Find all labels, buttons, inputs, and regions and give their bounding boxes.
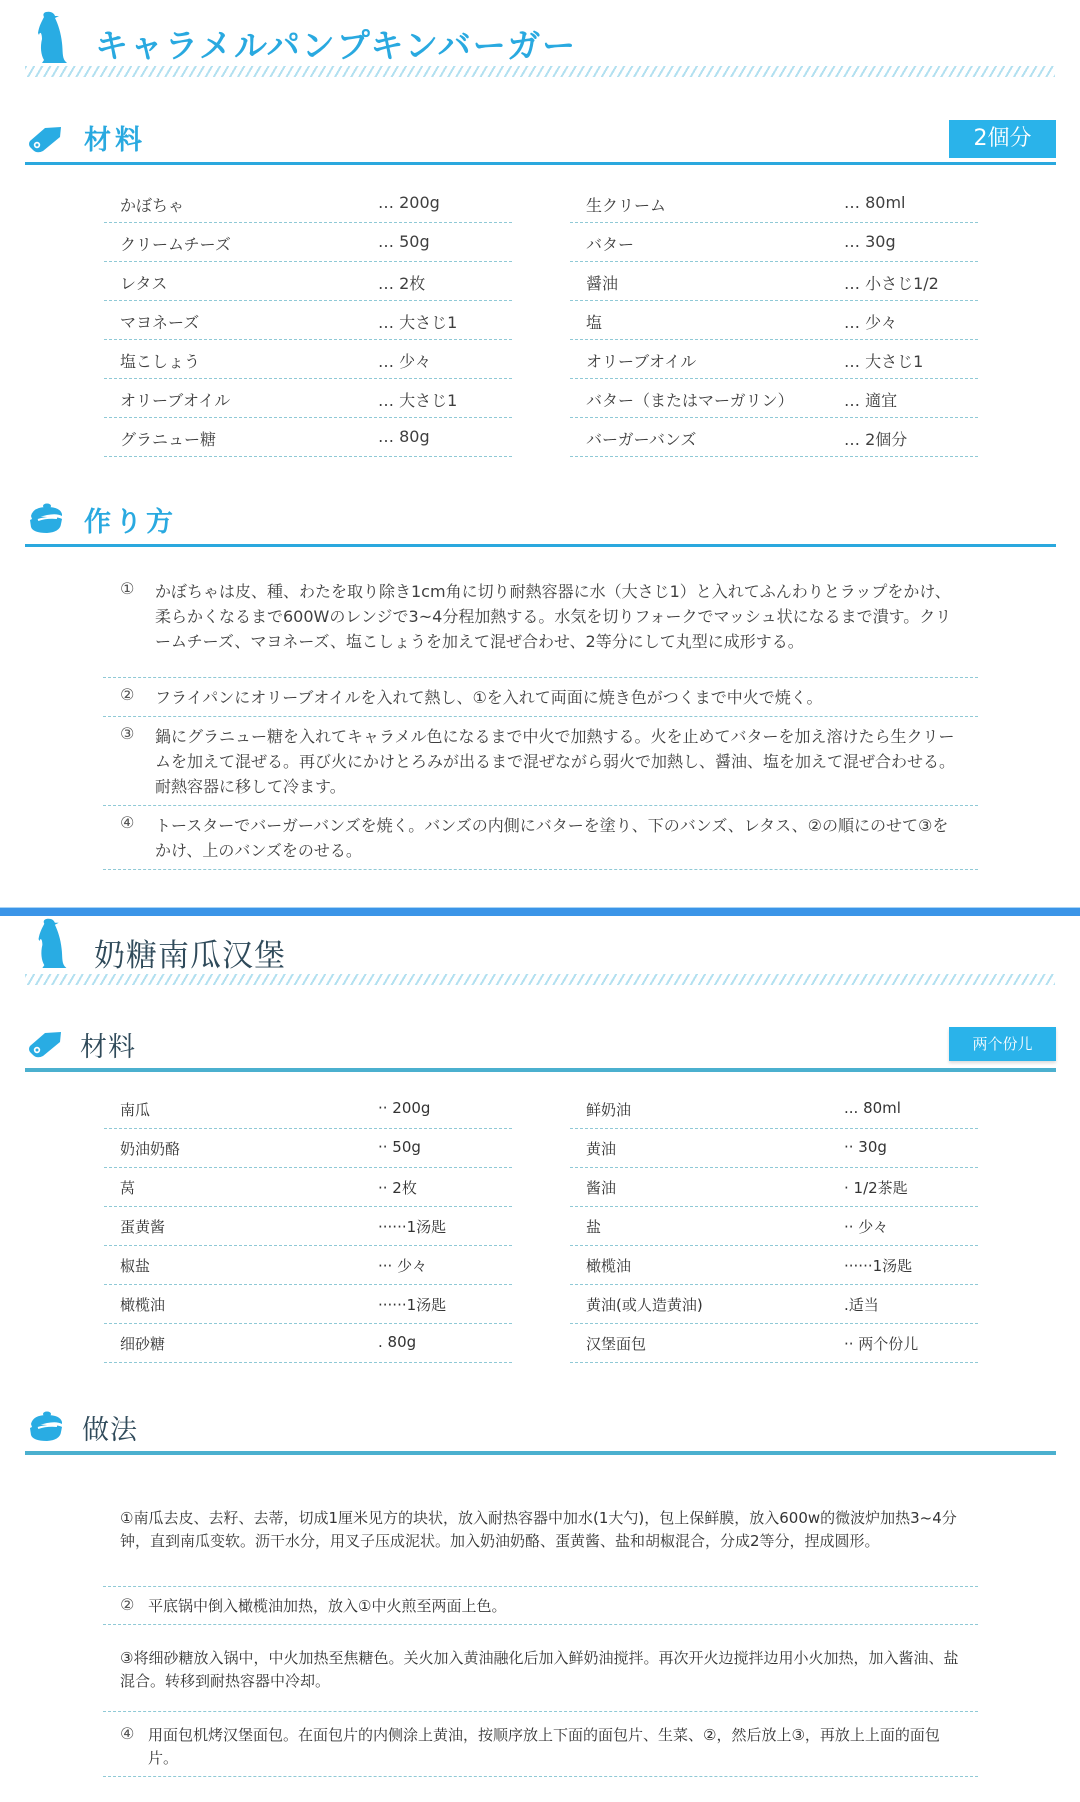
ingredient-row [570, 1090, 978, 1129]
ingredient-name: 细砂糖 [120, 1335, 166, 1353]
ingredient-row [104, 1285, 512, 1324]
ingredient-name: 塩こしょう [120, 352, 201, 371]
ingredients-right-column [570, 184, 978, 457]
ingredient-row [104, 1090, 512, 1129]
ingredient-row [104, 223, 512, 262]
ingredient-row [570, 1246, 978, 1285]
ingredient-qty: … 2枚 [378, 274, 426, 293]
ingredient-name: 橄榄油 [586, 1257, 632, 1275]
ingredient-row [104, 1129, 512, 1168]
ingredient-row [570, 262, 978, 301]
ingredient-name: 椒盐 [120, 1257, 151, 1275]
tag-icon [27, 1028, 63, 1060]
ingredient-qty: … 大さじ1 [378, 391, 458, 410]
ingredient-name: 塩 [586, 313, 603, 332]
ingredient-name: 蛋黄酱 [120, 1218, 166, 1236]
step-number: ③ [120, 724, 135, 743]
ingredient-qty: ·· 30g [844, 1138, 887, 1156]
ingredient-qty: ·· 200g [378, 1099, 431, 1117]
ingredient-row [104, 184, 512, 223]
servings-badge: 2個分 [949, 120, 1056, 158]
step-item [103, 575, 978, 678]
step-text: 平底锅中倒入橄榄油加热，放入①中火煎至两面上色。 [148, 1597, 507, 1615]
ingredient-name: 醤油 [586, 274, 619, 293]
step-number: ② [120, 685, 135, 704]
step-number: ① [120, 579, 135, 598]
ingredient-qty: … 少々 [844, 313, 898, 332]
ingredient-qty: ·· 少々 [844, 1218, 889, 1236]
method-heading: 作り方 [84, 507, 177, 538]
ingredient-qty: ······1汤匙 [378, 1296, 447, 1314]
step-item [103, 717, 978, 806]
step-text: 鍋にグラニュー糖を入れてキャラメル色になるまで中火で加熱する。火を止めてバターを加え溶けたら生クリームを加えて混ぜる。再び火にかけとろみが出るまで混ぜながら弱火で加熱し、醤油、塩を加えて混ぜ合わせる。耐熱容器に移して冷ます。 [155, 727, 956, 796]
ingredient-qty: … 大さじ1 [844, 352, 924, 371]
step-text: ①南瓜去皮、去籽、去蒂，切成1厘米见方的块状，放入耐热容器中加水(1大勺)，包上保鲜膜，放入600w的微波炉加热3~4分钟，直到南瓜变软。沥干水分，用叉子压成泥状。加入奶油奶酪、蛋黄酱、盐和胡椒混合，分成2等分，捏成圆形。 [120, 1509, 957, 1550]
recipe-divider-bar [0, 907, 1080, 916]
recipe-title: 奶糖南瓜汉堡 [94, 938, 286, 974]
step-number: ④ [120, 813, 135, 832]
ingredient-row [570, 1207, 978, 1246]
ingredient-name: クリームチーズ [120, 235, 231, 254]
step-item [103, 1625, 978, 1712]
ingredient-qty: … 80ml [844, 193, 906, 212]
ingredient-row [104, 418, 512, 457]
ingredient-row [104, 1324, 512, 1363]
ingredient-row [570, 340, 978, 379]
tag-icon [27, 123, 63, 155]
ingredient-qty: ·· 50g [378, 1138, 421, 1156]
ingredient-name: かぼちゃ [120, 196, 185, 215]
ingredient-qty: … 50g [378, 232, 430, 251]
ingredient-qty: … 小さじ1/2 [844, 274, 939, 293]
ingredient-qty: … 大さじ1 [378, 313, 458, 332]
ingredient-row [104, 301, 512, 340]
ingredients-heading: 材料 [80, 1032, 136, 1063]
step-text: ③将细砂糖放入锅中，中火加热至焦糖色。关火加入黄油融化后加入鲜奶油搅拌。再次开火边搅拌边用小火加热，加入酱油、盐混合。转移到耐热容器中冷却。 [120, 1649, 959, 1690]
ingredient-name: レタス [120, 274, 168, 293]
ingredient-row [570, 1129, 978, 1168]
step-text: かぼちゃは皮、種、わたを取り除き1cm角に切り耐熱容器に水（大さじ1）と入れてふんわりとラップをかけ、柔らかくなるまで600Wのレンジで3~4分程加熱する。水気を切りフォークでマッシュ状になるまで潰す。クリームチーズ、マヨネーズ、塩こしょうを加えて混ぜ合わせ、2等分にして丸型に成形する。 [155, 582, 952, 651]
ingredient-name: 奶油奶酪 [120, 1140, 181, 1158]
ingredient-qty: ·· 2枚 [378, 1179, 417, 1197]
ingredient-row [570, 301, 978, 340]
ingredient-row [570, 1168, 978, 1207]
ingredient-name: マヨネーズ [120, 313, 200, 332]
pot-icon [27, 1410, 63, 1442]
step-text: 用面包机烤汉堡面包。在面包片的内侧涂上黄油，按顺序放上下面的面包片、生菜、②，然后放上③，再放上上面的面包片。 [148, 1726, 940, 1767]
servings-badge: 两个份儿 [949, 1027, 1056, 1061]
ingredient-name: 鲜奶油 [586, 1101, 632, 1119]
ingredient-qty: … 80g [378, 427, 430, 446]
section-rule [25, 1068, 1056, 1072]
ingredient-name: バター [586, 235, 635, 254]
hatch-divider [25, 66, 1055, 77]
recipe-title: キャラメルパンプキンバーガー [95, 26, 578, 65]
ingredient-name: 盐 [586, 1218, 602, 1236]
step-item [103, 1712, 978, 1777]
ingredients-left-column [104, 1090, 512, 1363]
ingredient-qty: . 80g [378, 1333, 417, 1351]
ingredient-row [570, 418, 978, 457]
ingredient-name: グラニュー糖 [120, 430, 217, 449]
ingredient-name: 莴 [120, 1179, 136, 1197]
step-item [103, 678, 978, 717]
ingredient-row [570, 1324, 978, 1363]
ingredient-name: バター（またはマーガリン） [586, 391, 794, 410]
ingredient-name: オリーブオイル [120, 391, 231, 410]
ingredient-name: 酱油 [586, 1179, 617, 1197]
ingredient-qty: ··· 少々 [378, 1257, 428, 1275]
ingredient-qty: ······1汤匙 [844, 1257, 913, 1275]
pot-icon [27, 502, 63, 534]
step-text: フライパンにオリーブオイルを入れて熱し、①を入れて両面に焼き色がつくまで中火で焼く。 [155, 688, 823, 707]
ingredient-qty: ·· 两个份儿 [844, 1335, 919, 1353]
ingredient-name: 汉堡面包 [586, 1335, 647, 1353]
ingredient-row [570, 223, 978, 262]
ingredient-name: 南瓜 [120, 1101, 151, 1119]
penguin-icon [37, 918, 67, 968]
step-item [103, 1500, 978, 1587]
ingredient-name: 橄榄油 [120, 1296, 166, 1314]
penguin-icon [37, 11, 67, 63]
ingredient-qty: … 30g [844, 232, 896, 251]
section-rule [25, 544, 1056, 547]
ingredient-row [104, 379, 512, 418]
ingredients-heading: 材料 [84, 125, 146, 156]
ingredient-row [104, 262, 512, 301]
ingredient-qty: … 200g [378, 193, 440, 212]
section-rule [25, 162, 1056, 165]
ingredient-name: オリーブオイル [586, 352, 697, 371]
ingredients-left-column [104, 184, 512, 457]
ingredient-name: 黄油(或人造黄油) [586, 1296, 703, 1314]
section-rule [25, 1451, 1056, 1455]
step-number: ④ [120, 1724, 135, 1743]
ingredient-qty: · 1/2茶匙 [844, 1179, 908, 1197]
ingredient-qty: … 少々 [378, 352, 432, 371]
ingredient-qty: ... 80ml [844, 1099, 901, 1117]
ingredient-name: 生クリーム [586, 196, 667, 215]
ingredient-name: バーガーバンズ [586, 430, 697, 449]
step-text: トースターでバーガーバンズを焼く。バンズの内側にバターを塗り、下のバンズ、レタス、②の順にのせて③をかけ、上のバンズをのせる。 [155, 816, 949, 860]
ingredient-row [104, 1168, 512, 1207]
step-item [103, 1587, 978, 1625]
step-number: ② [120, 1595, 135, 1614]
ingredient-qty: … 適宜 [844, 391, 898, 410]
method-heading: 做法 [82, 1415, 138, 1446]
ingredient-qty: ······1汤匙 [378, 1218, 447, 1236]
ingredient-row [104, 1246, 512, 1285]
ingredient-row [570, 379, 978, 418]
ingredient-row [104, 1207, 512, 1246]
hatch-divider [25, 974, 1055, 985]
ingredient-name: 黄油 [586, 1140, 617, 1158]
ingredients-right-column [570, 1090, 978, 1363]
ingredient-qty: … 2個分 [844, 430, 908, 449]
step-item [103, 806, 978, 870]
ingredient-qty: .适当 [844, 1296, 879, 1314]
ingredient-row [104, 340, 512, 379]
ingredient-row [570, 1285, 978, 1324]
ingredient-row [570, 184, 978, 223]
